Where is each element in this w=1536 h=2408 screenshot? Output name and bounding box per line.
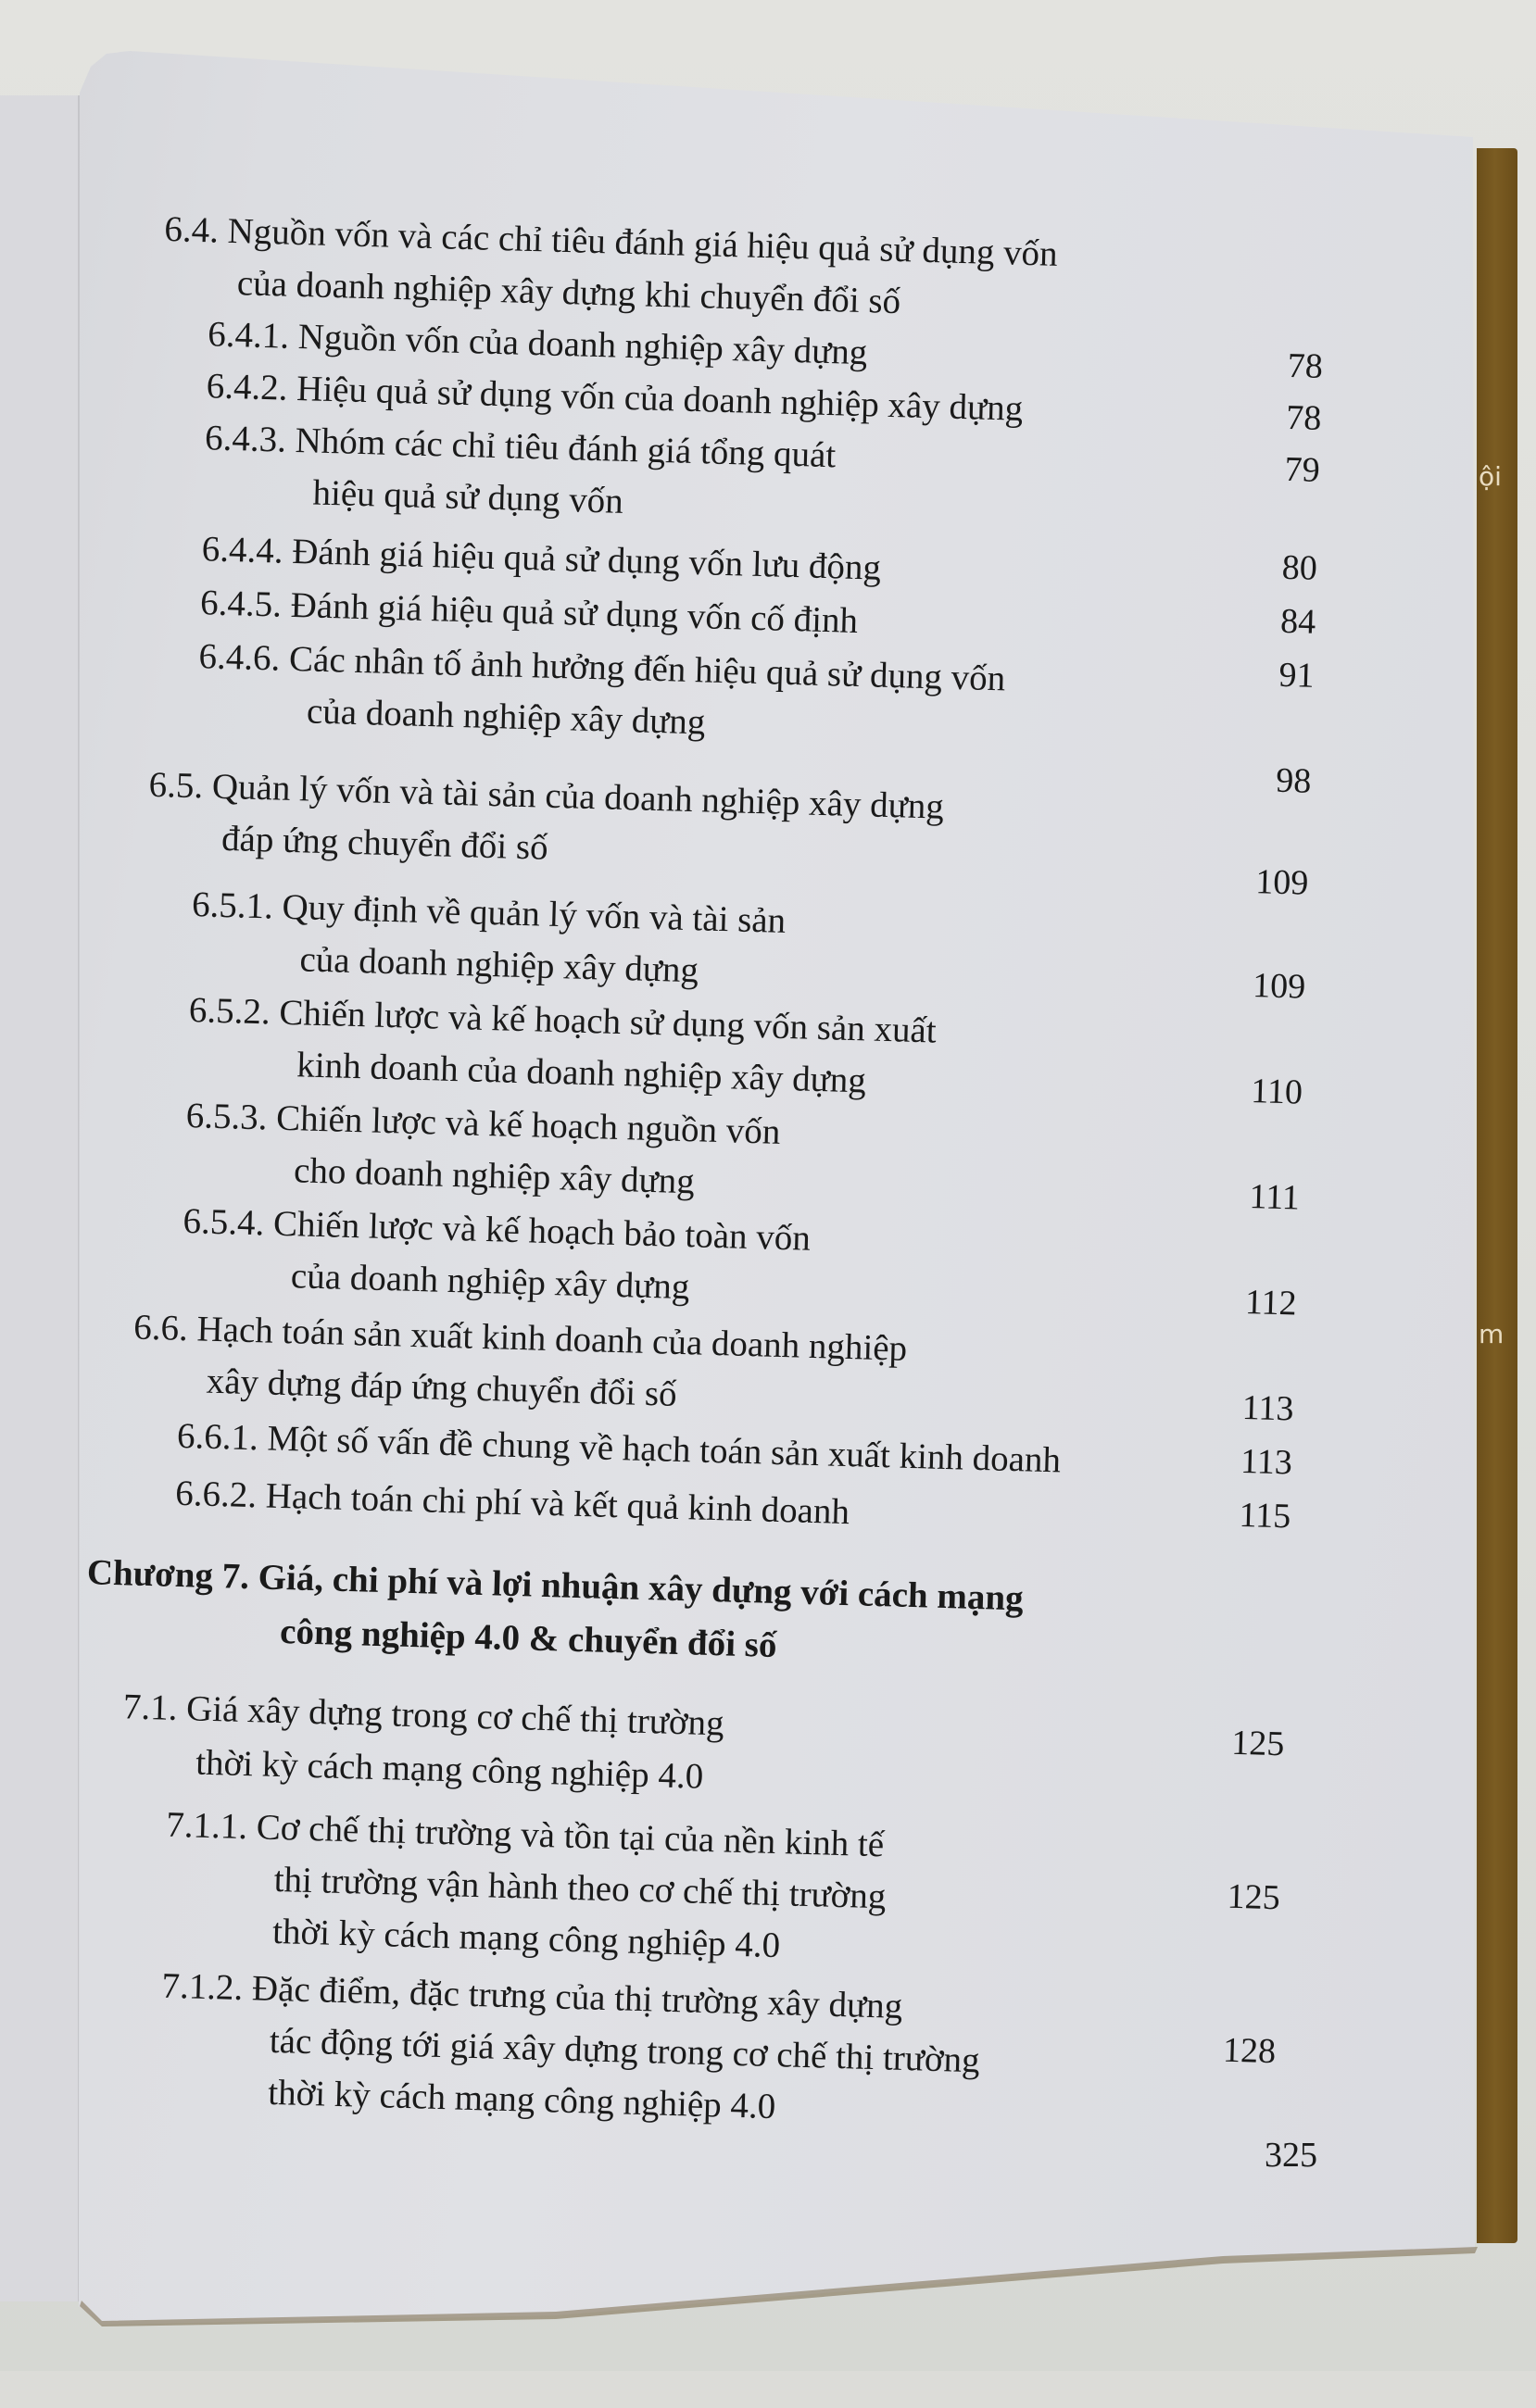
toc-entry-6-6-2: [174, 1473, 850, 1533]
section-title-continued: đáp ứng chuyển đổi số: [220, 818, 549, 868]
page-ref: 79: [1284, 449, 1321, 490]
chapter-number: Chương 7.: [86, 1552, 250, 1598]
page-ref: 111: [1249, 1177, 1301, 1218]
toc-entry-7-1: [122, 1687, 725, 1744]
section-title: Đặc điểm, đặc trưng của thị trường xây dựng: [251, 1968, 903, 2026]
toc-entry-6-5-1: [192, 886, 787, 939]
section-number: 6.5.2.: [188, 990, 271, 1033]
toc-entry-6-6-1: [176, 1415, 1062, 1481]
toc-entry-6-5-3: [185, 1097, 781, 1150]
page-number: 325: [1265, 2136, 1317, 2175]
section-title: Một số vấn đề chung về hạch toán sản xuất kinh doanh: [267, 1418, 1062, 1481]
cover-text-fragment: m: [1479, 1319, 1505, 1349]
section-title-continued: kinh doanh của doanh nghiệp xây dựng: [296, 1045, 867, 1101]
section-number: 6.4.: [163, 208, 220, 251]
page-ref: 110: [1250, 1072, 1303, 1112]
section-number: 6.4.5.: [199, 583, 283, 625]
section-number: 6.5.: [148, 764, 204, 807]
section-title: Chiến lược và kế hoạch sử dụng vốn sản xuất: [278, 992, 938, 1051]
section-number: 6.6.: [132, 1307, 189, 1349]
section-title: Quy định về quản lý vốn và tài sản: [282, 886, 787, 941]
page-ref: 113: [1240, 1441, 1293, 1483]
section-title: Hạch toán sản xuất kinh doanh của doanh nghiệp: [196, 1309, 908, 1369]
section-title: Nguồn vốn của doanh nghiệp xây dựng: [297, 317, 868, 373]
section-title: Hạch toán chi phí và kết quả kinh doanh: [265, 1475, 850, 1533]
chapter-title: Giá, chi phí và lợi nhuận xây dựng với cách mạng: [258, 1557, 1025, 1619]
toc-entry-6-4-3: [204, 418, 837, 476]
page-ref: 128: [1222, 2030, 1277, 2072]
page-ref: 109: [1254, 862, 1309, 903]
toc-entry-6-5: [148, 764, 945, 827]
section-number: 6.6.2.: [174, 1473, 258, 1516]
section-number: 7.1.1.: [165, 1804, 248, 1848]
page-ref: 78: [1285, 397, 1322, 438]
section-title-continued: của doanh nghiệp xây dựng: [290, 1256, 690, 1308]
section-number: 6.4.6.: [198, 636, 281, 679]
toc-entry-7-1-1: [165, 1804, 885, 1865]
page-ref: 91: [1278, 655, 1316, 696]
section-title: Nguồn vốn và các chỉ tiêu đánh giá hiệu quả sử dụng vốn: [227, 210, 1059, 274]
section-title: Nhóm các chỉ tiêu đánh giá tổng quát: [295, 420, 837, 476]
section-title-continued: của doanh nghiệp xây dựng: [306, 691, 707, 743]
section-title-continued: thị trường vận hành theo cơ chế thị trường: [273, 1859, 887, 1917]
section-title-continued: thời kỳ cách mạng công nghiệp 4.0: [271, 1911, 781, 1966]
section-number: 6.5.4.: [183, 1200, 265, 1244]
page-ref: 125: [1227, 1876, 1281, 1918]
section-title: Chiến lược và kế hoạch nguồn vốn: [275, 1097, 781, 1152]
toc-entry-6-4-1: [207, 314, 868, 373]
page-ref: 113: [1241, 1387, 1295, 1429]
cover-text-fragment: ội: [1479, 461, 1502, 492]
section-title: Chiến lược và kế hoạch bảo toàn vốn: [272, 1203, 812, 1259]
page-ref: 115: [1239, 1495, 1291, 1536]
page-ref: 98: [1275, 760, 1312, 801]
toc-entry-6-4-6: [198, 636, 1006, 699]
toc-entry-6-6: [132, 1307, 908, 1369]
section-number: 7.1.: [122, 1687, 179, 1728]
page-ref: 78: [1287, 345, 1324, 386]
section-number: 6.5.1.: [191, 884, 274, 927]
section-number: 6.5.3.: [185, 1095, 269, 1138]
toc-entry-6-5-2: [188, 992, 937, 1049]
toc-entry-6-4: [163, 208, 1059, 274]
section-title: Giá xây dựng trong cơ chế thị trường: [185, 1688, 725, 1744]
section-number: 6.4.4.: [201, 529, 284, 571]
section-title: Hiệu quả sử dụng vốn của doanh nghiệp xây dựng: [296, 368, 1024, 429]
section-number: 6.4.3.: [204, 418, 287, 460]
toc-entry-6-4-4: [201, 529, 882, 588]
toc-entry-6-5-4: [183, 1200, 812, 1259]
section-title-continued: xây dựng đáp ứng chuyển đổi số: [206, 1361, 678, 1414]
section-title-continued: tác động tới giá xây dựng trong cơ chế thị trường: [269, 2020, 981, 2081]
toc-entry-6-4-2: [206, 368, 1023, 427]
page-ref: 112: [1244, 1282, 1298, 1323]
toc-entry-6-4-5: [200, 584, 859, 639]
page-ref: 84: [1279, 601, 1316, 642]
section-title: Đánh giá hiệu quả sử dụng vốn cố định: [290, 584, 859, 641]
section-title: Quản lý vốn và tài sản của doanh nghiệp xây dựng: [211, 766, 945, 827]
section-title-continued: cho doanh nghiệp xây dựng: [293, 1150, 696, 1202]
section-title: Các nhân tố ảnh hưởng đến hiệu quả sử dụng vốn: [288, 638, 1006, 699]
section-title-continued: thời kỳ cách mạng công nghiệp 4.0: [195, 1742, 704, 1797]
section-number: 6.4.2.: [206, 366, 289, 408]
section-title-continued: hiệu quả sử dụng vốn: [312, 472, 624, 521]
chapter-title-continued: công nghiệp 4.0 & chuyển đổi số: [279, 1612, 778, 1665]
page-ref: 80: [1281, 547, 1318, 588]
section-title: Cơ chế thị trường và tồn tại của nền kinh tế: [256, 1807, 885, 1865]
section-number: 6.6.1.: [176, 1415, 259, 1459]
chapter-heading-7: [86, 1552, 1025, 1619]
section-number: 7.1.2.: [160, 1965, 244, 2009]
section-title-continued: của doanh nghiệp xây dựng khi chuyển đổi số: [236, 263, 901, 322]
section-number: 6.4.1.: [207, 314, 290, 357]
section-title: Đánh giá hiệu quả sử dụng vốn lưu động: [291, 531, 882, 588]
section-title-continued: thời kỳ cách mạng công nghiệp 4.0: [267, 2072, 776, 2127]
section-title-continued: của doanh nghiệp xây dựng: [298, 939, 699, 991]
page-ref: 109: [1252, 966, 1306, 1007]
toc-entry-7-1-2: [160, 1965, 903, 2026]
page-ref: 125: [1230, 1723, 1285, 1764]
